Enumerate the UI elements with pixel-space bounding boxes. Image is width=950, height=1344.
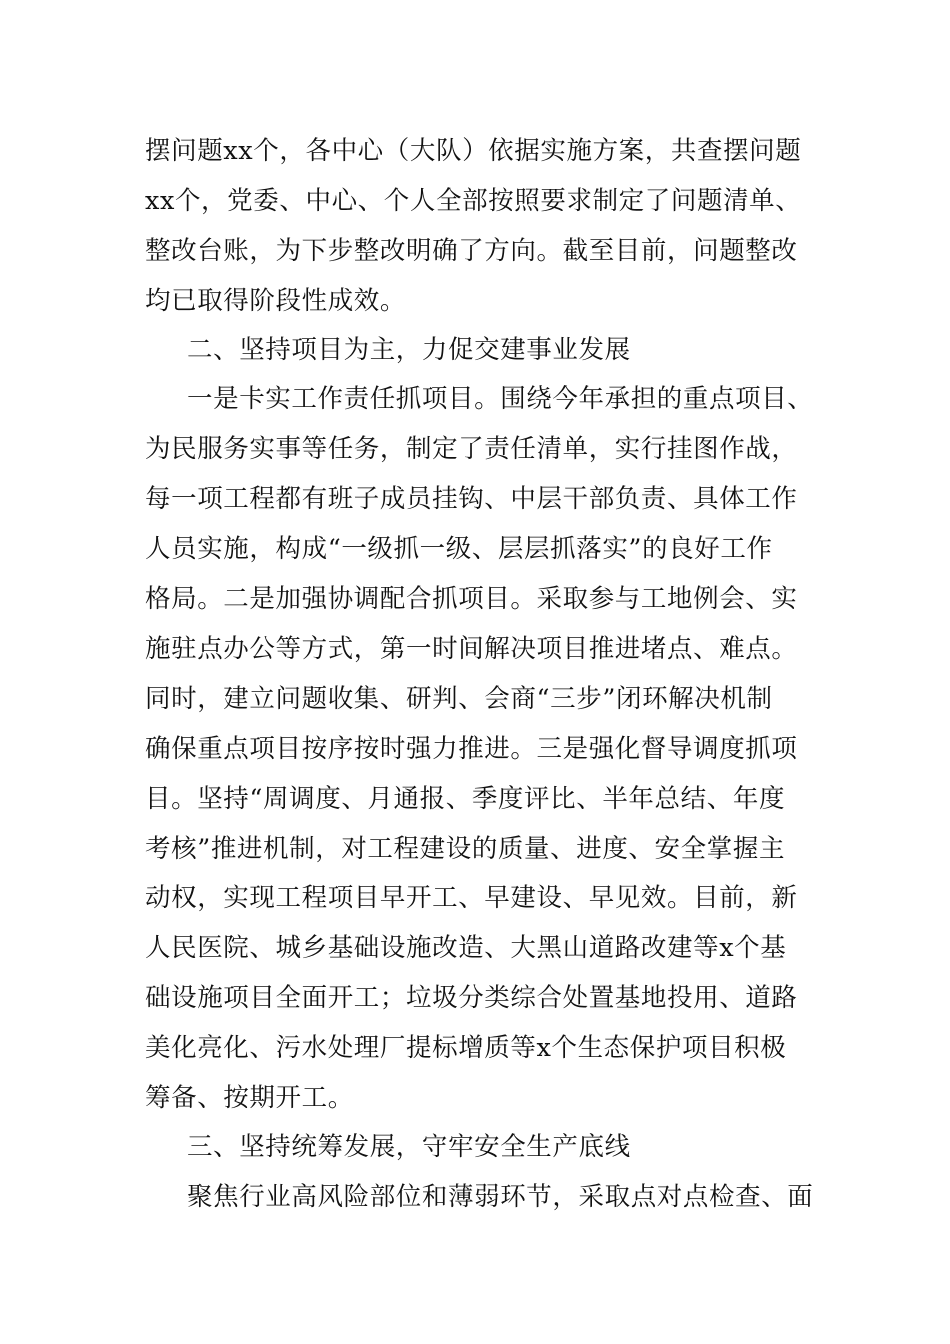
- text-line: 为民服务实事等任务，制定了责任清单，实行挂图作战，: [145, 434, 798, 464]
- text-line: 人民医院、城乡基础设施改造、大黑山道路改建等x个基: [145, 933, 787, 963]
- text-line: 筹备、按期开工。: [145, 1083, 354, 1113]
- text-line: 整改台账，为下步整改明确了方向。截至目前，问题整改: [145, 236, 798, 266]
- text-line: 确保重点项目按序按时强力推进。三是强化督导调度抓项: [145, 734, 798, 764]
- text-line: 目。坚持“周调度、月通报、季度评比、半年总结、年度: [145, 784, 786, 814]
- text-line: 一是卡实工作责任抓项目。围绕今年承担的重点项目、: [187, 384, 814, 414]
- text-line: xx个，党委、中心、个人全部按照要求制定了问题清单、: [145, 186, 802, 216]
- text-line: 聚焦行业高风险部位和薄弱环节，采取点对点检查、面: [187, 1182, 814, 1212]
- text-line: 美化亮化、污水处理厂提标增质等x个生态保护项目积极: [145, 1033, 787, 1063]
- text-line: 础设施项目全面开工；垃圾分类综合处置基地投用、道路: [145, 983, 798, 1013]
- text-line: 格局。二是加强协调配合抓项目。采取参与工地例会、实: [145, 584, 798, 614]
- text-line: 每一项工程都有班子成员挂钩、中层干部负责、具体工作: [145, 484, 798, 514]
- section-heading: 二、坚持项目为主，力促交建事业发展: [187, 335, 631, 365]
- text-line: 考核”推进机制，对工程建设的质量、进度、安全掌握主: [145, 834, 786, 864]
- text-line: 施驻点办公等方式，第一时间解决项目推进堵点、难点。: [145, 634, 798, 664]
- section-heading: 三、坚持统筹发展，守牢安全生产底线: [187, 1132, 631, 1162]
- text-line: 同时，建立问题收集、研判、会商“三步”闭环解决机制: [145, 684, 773, 714]
- text-line: 摆问题xx个，各中心（大队）依据实施方案，共查摆问题: [145, 136, 802, 166]
- text-line: 动权，实现工程项目早开工、早建设、早见效。目前，新: [145, 883, 798, 913]
- text-line: 均已取得阶段性成效。: [145, 286, 407, 316]
- text-line: 人员实施，构成“一级抓一级、层层抓落实”的良好工作: [145, 534, 773, 564]
